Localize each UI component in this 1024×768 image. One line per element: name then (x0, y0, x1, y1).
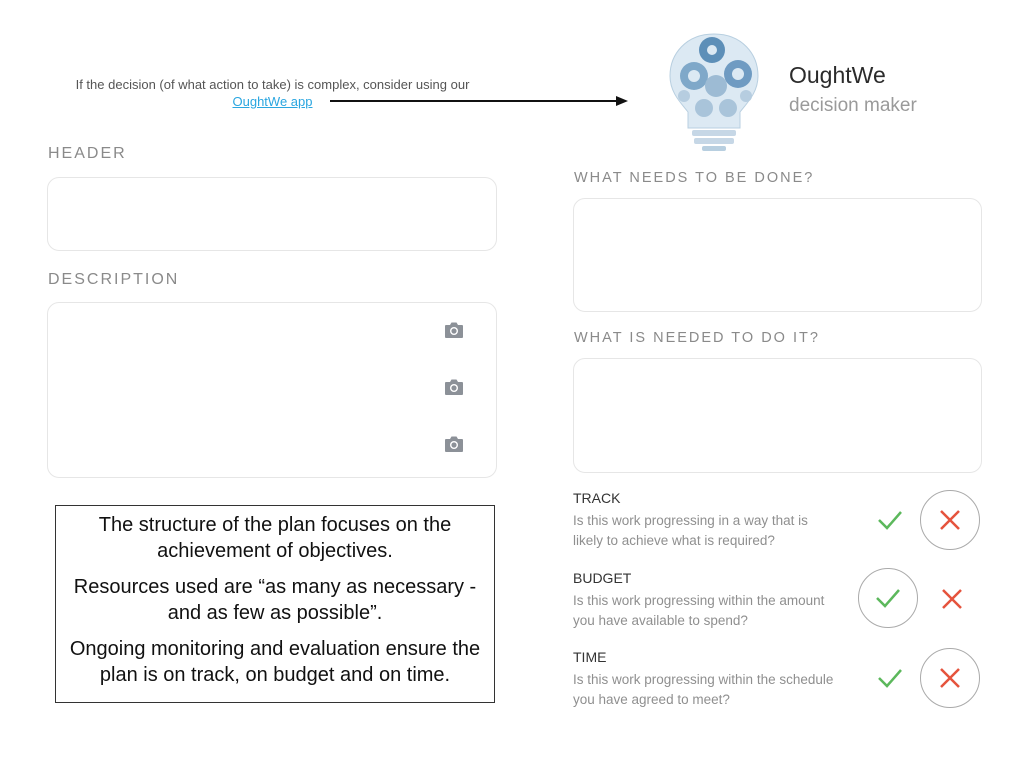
time-yes-button[interactable] (860, 648, 920, 708)
brand-subtitle: decision maker (789, 95, 917, 116)
track-yes-button[interactable] (860, 490, 920, 550)
description-label: DESCRIPTION (48, 271, 180, 288)
oughtwe-app-link[interactable]: OughtWe app (232, 94, 313, 109)
time-question: Is this work progressing within the schedule you have agreed to meet? (573, 672, 834, 707)
camera-icon[interactable] (442, 432, 466, 456)
info-box (55, 505, 495, 703)
checkmark-icon (876, 509, 904, 531)
what-needs-label: WHAT NEEDS TO BE DONE? (574, 170, 815, 186)
description-field[interactable] (47, 302, 497, 478)
info-paragraph: Resources used are “as many as necessary - and as few as possible”. (73, 576, 477, 624)
arrow-icon (330, 94, 630, 108)
cross-icon (939, 509, 961, 531)
budget-yes-button[interactable] (858, 568, 918, 628)
header-field[interactable] (47, 177, 497, 251)
header-label: HEADER (48, 145, 127, 162)
budget-question: Is this work progressing within the amount you have available to spend? (573, 593, 825, 628)
cross-icon (941, 588, 963, 610)
budget-no-button[interactable] (922, 569, 982, 629)
checkmark-icon (874, 587, 902, 609)
info-paragraph: The structure of the plan focuses on the achievement of objectives. (98, 514, 452, 562)
track-no-button[interactable] (920, 490, 980, 550)
camera-icon[interactable] (442, 375, 466, 399)
time-title: TIME (573, 649, 607, 665)
info-paragraph: Ongoing monitoring and evaluation ensure the plan is on track, on budget and on time. (69, 638, 481, 686)
cross-icon (939, 667, 961, 689)
track-title: TRACK (573, 490, 621, 506)
checkmark-icon (876, 667, 904, 689)
budget-title: BUDGET (573, 570, 632, 586)
time-no-button[interactable] (920, 648, 980, 708)
what-needs-field[interactable] (573, 198, 982, 312)
what-needed-label: WHAT IS NEEDED TO DO IT? (574, 330, 820, 346)
camera-icon[interactable] (442, 318, 466, 342)
track-question: Is this work progressing in a way that is likely to achieve what is required? (573, 513, 808, 548)
what-needed-field[interactable] (573, 358, 982, 473)
intro-text: If the decision (of what action to take) is complex, consider using our (75, 77, 470, 92)
lightbulb-gears-logo (664, 30, 764, 152)
brand-name: OughtWe (789, 62, 886, 88)
